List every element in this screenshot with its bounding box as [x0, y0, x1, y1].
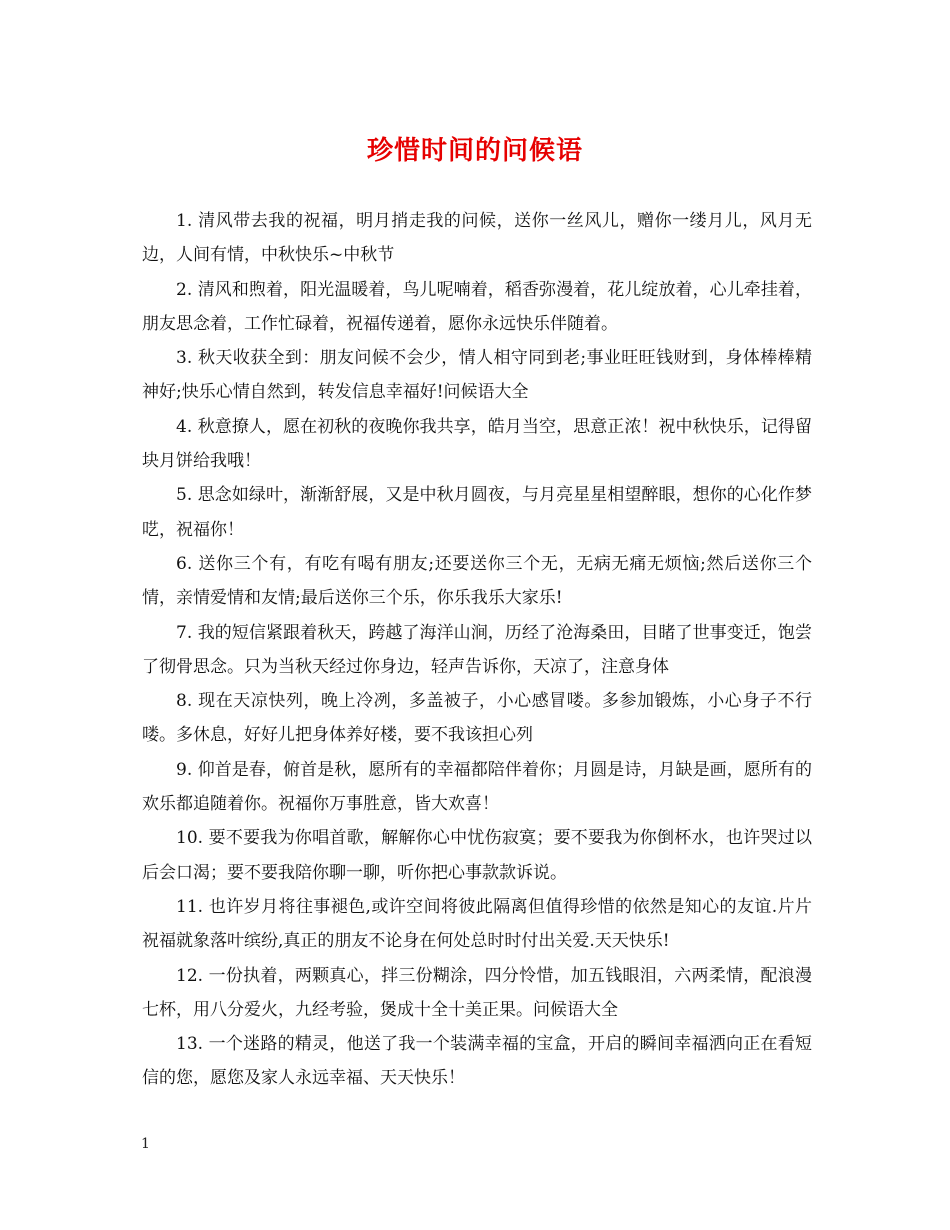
page-number: 1: [141, 1136, 150, 1152]
document-body: [142, 204, 812, 1096]
list-item: 9. 仰首是春，俯首是秋，愿所有的幸福都陪伴着你；月圆是诗，月缺是画，愿所有的欢乐都追随着你。祝福你万事胜意，皆大欢喜！: [142, 759, 812, 815]
list-item: 3. 秋天收获全到：朋友问候不会少，情人相守同到老;事业旺旺钱财到，身体棒棒精神好;快乐心情自然到，转发信息幸福好!问候语大全: [142, 348, 812, 403]
list-item: 11. 也许岁月将往事褪色,或许空间将彼此隔离但值得珍惜的依然是知心的友谊.片片祝福就象落叶缤纷,真正的朋友不论身在何处总时时付出关爱.天天快乐!: [142, 896, 812, 952]
list-item: 2. 清风和煦着，阳光温暖着，鸟儿呢喃着，稻香弥漫着，花儿绽放着，心儿牵挂着，朋友思念着，工作忙碌着，祝福传递着，愿你永远快乐伴随着。: [142, 279, 812, 334]
list-item: 1. 清风带去我的祝福，明月捎走我的问候，送你一丝风儿，赠你一缕月儿，风月无边，人间有情，中秋快乐~中秋节: [142, 211, 812, 266]
list-item: 5. 思念如绿叶，渐渐舒展，又是中秋月圆夜，与月亮星星相望醉眼，想你的心化作梦呓，祝福你！: [142, 485, 812, 540]
list-item: 10. 要不要我为你唱首歌，解解你心中忧伤寂寞；要不要我为你倒杯水，也许哭过以后会口渴；要不要我陪你聊一聊，听你把心事款款诉说。: [142, 828, 812, 883]
list-item: 13. 一个迷路的精灵，他送了我一个装满幸福的宝盒，开启的瞬间幸福洒向正在看短信的您，愿您及家人永远幸福、天天快乐！: [142, 1034, 812, 1089]
list-item: 6. 送你三个有，有吃有喝有朋友;还要送你三个无，无病无痛无烦恼;然后送你三个情，亲情爱情和友情;最后送你三个乐，你乐我乐大家乐!: [142, 553, 812, 609]
list-item: 12. 一份执着，两颗真心，拌三份糊涂，四分怜惜，加五钱眼泪，六两柔情，配浪漫七杯，用八分爱火，九经考验，煲成十全十美正果。问候语大全: [142, 965, 812, 1020]
list-item: 8. 现在天凉快列，晚上冷冽，多盖被子，小心感冒喽。多参加锻炼，小心身子不行喽。多休息，好好儿把身体养好楼，要不我该担心列: [142, 691, 812, 746]
list-item: 4. 秋意撩人，愿在初秋的夜晚你我共享，皓月当空，思意正浓！祝中秋快乐，记得留块月饼给我哦！: [142, 416, 812, 472]
list-item: 7. 我的短信紧跟着秋天，跨越了海洋山涧，历经了沧海桑田，目睹了世事变迁，饱尝了彻骨思念。只为当秋天经过你身边，轻声告诉你，天凉了，注意身体: [142, 622, 812, 677]
document-title: 珍惜时间的问候语: [366, 136, 583, 166]
